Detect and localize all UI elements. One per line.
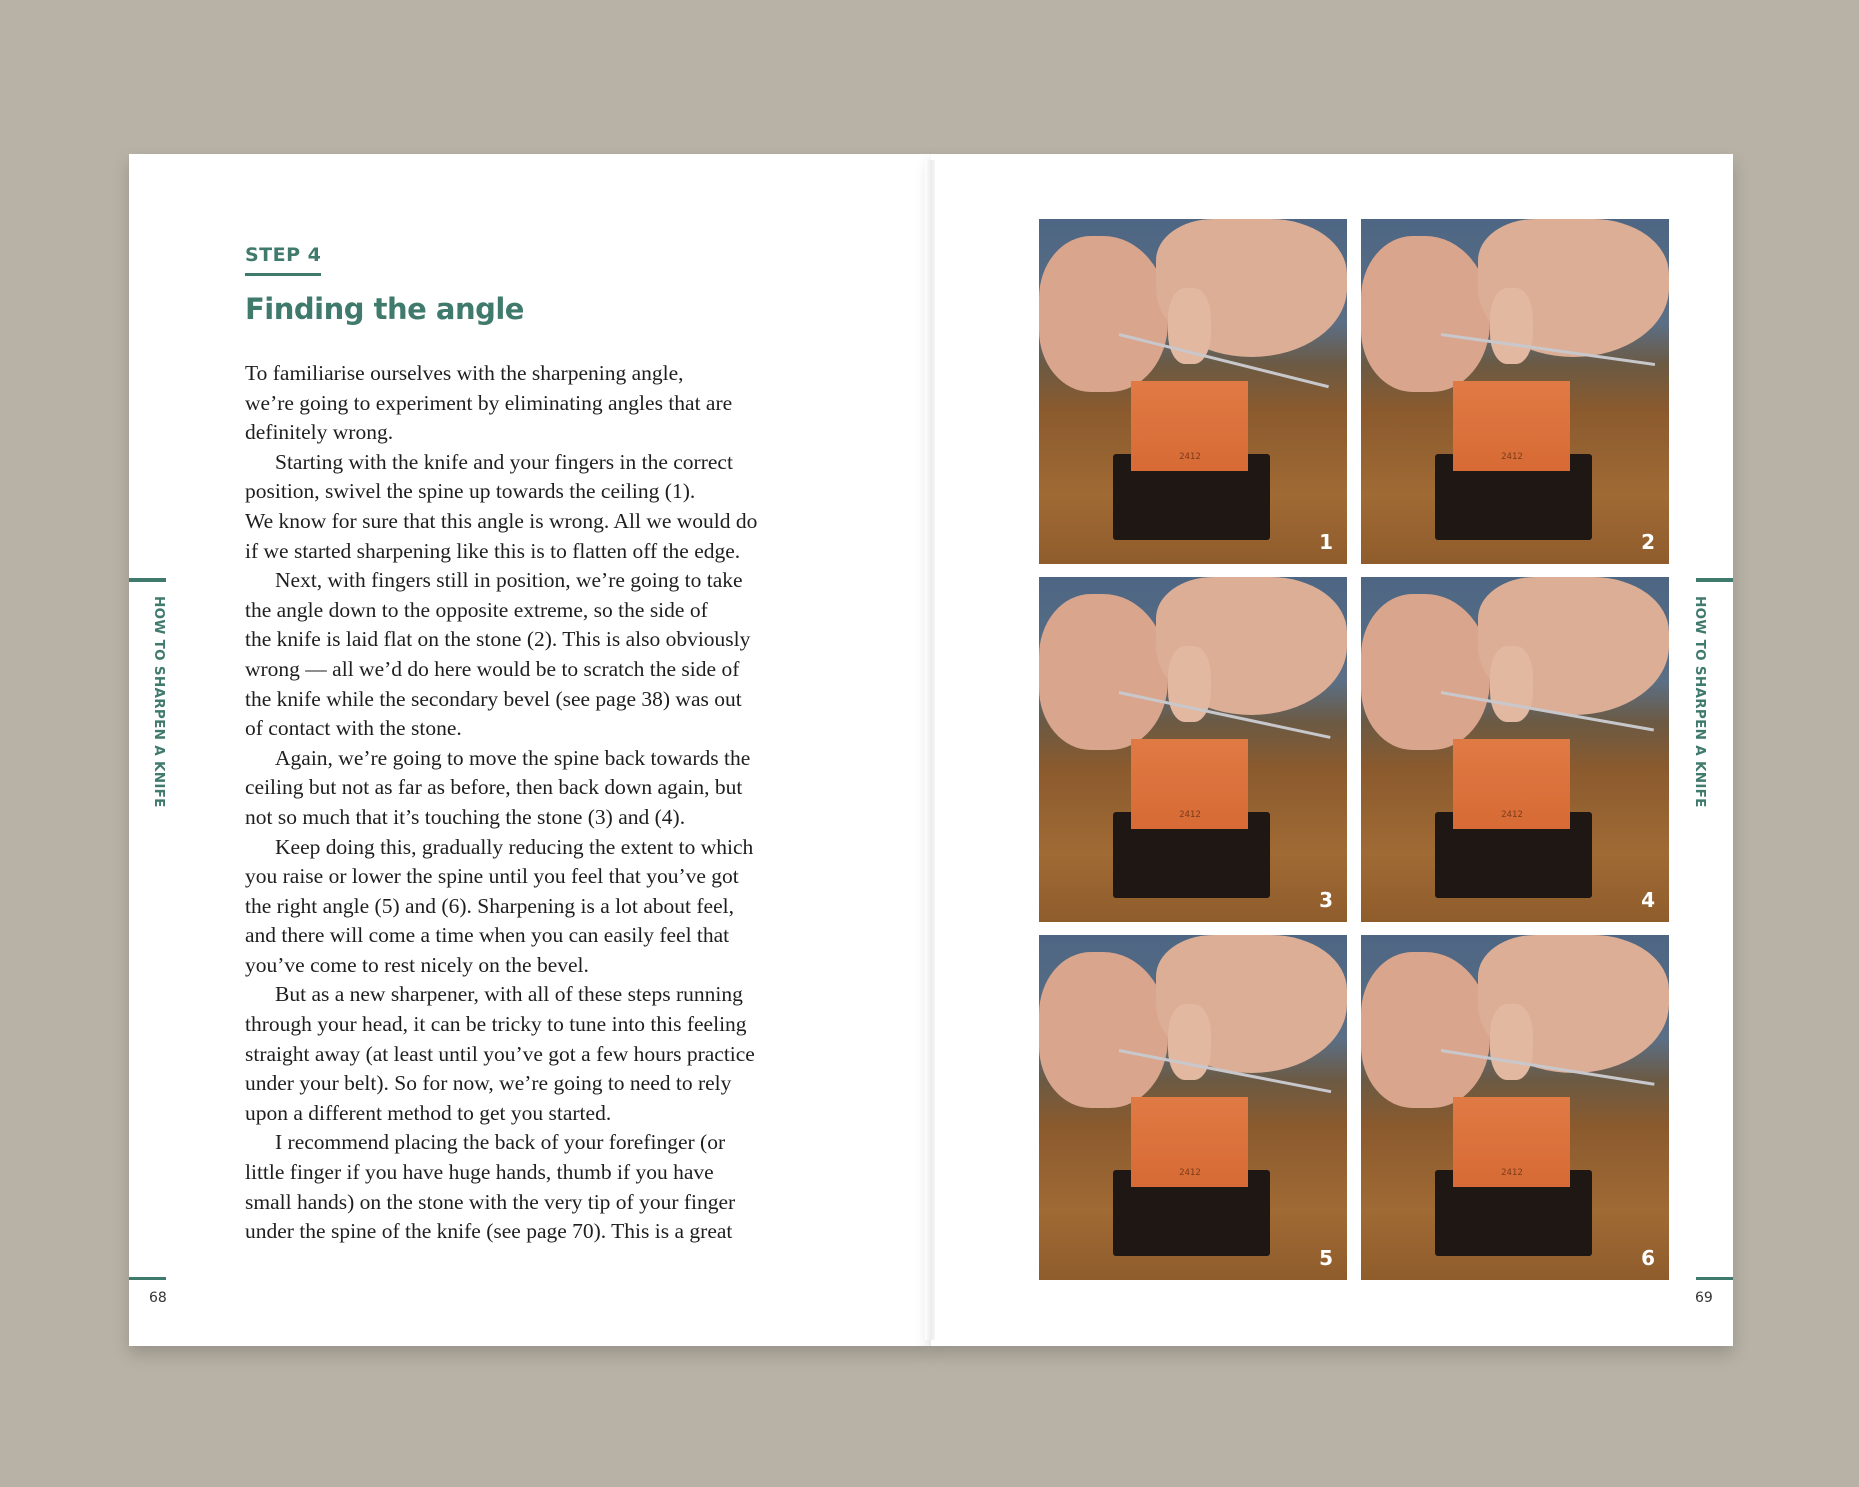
photo-number: 4 — [1641, 888, 1655, 912]
body-line: through your head, it can be tricky to tune into this feeling — [245, 1012, 747, 1037]
photo-number: 1 — [1319, 530, 1333, 554]
left-hand — [1361, 594, 1490, 749]
left-hand — [1039, 594, 1168, 749]
right-running-head-bar — [1696, 578, 1733, 582]
finger — [1490, 646, 1533, 722]
left-hand — [1039, 952, 1168, 1107]
sharpening-photo-2 — [1361, 219, 1669, 564]
body-line: We know for sure that this angle is wrong. All we would do — [245, 508, 758, 533]
whetstone — [1453, 381, 1570, 471]
stone-label: 2412 — [1501, 809, 1523, 820]
body-line: wrong — all we’d do here would be to scratch the side of — [245, 656, 740, 681]
body-line: you’ve come to rest nicely on the bevel. — [245, 952, 589, 977]
whetstone — [1453, 739, 1570, 829]
left-hand — [1361, 236, 1490, 391]
stone-label: 2412 — [1179, 451, 1201, 462]
body-line: definitely wrong. — [245, 420, 394, 445]
whetstone — [1131, 1097, 1248, 1187]
sharpening-photo-1 — [1039, 219, 1347, 564]
left-running-head: HOW TO SHARPEN A KNIFE — [151, 596, 167, 808]
stone-label: 2412 — [1179, 1167, 1201, 1178]
body-line: upon a different method to get you started. — [245, 1100, 612, 1125]
body-line: Next, with fingers still in position, we’re going to take — [275, 568, 743, 593]
body-line: you raise or lower the spine until you feel that you’ve got — [245, 864, 739, 889]
stone-label: 2412 — [1179, 809, 1201, 820]
whetstone — [1453, 1097, 1570, 1187]
page-number-right: 69 — [1695, 1290, 1713, 1306]
section-title: Finding the angle — [245, 292, 524, 326]
stone-label: 2412 — [1501, 1167, 1523, 1178]
book-spine-shadow — [925, 160, 935, 1340]
body-line: To familiarise ourselves with the sharpening angle, — [245, 361, 684, 385]
body-line: under the spine of the knife (see page 70). This is a great — [245, 1219, 733, 1244]
right-running-head: HOW TO SHARPEN A KNIFE — [1692, 596, 1708, 808]
body-line: Again, we’re going to move the spine back towards the — [275, 745, 751, 770]
photo-number: 6 — [1641, 1246, 1655, 1270]
body-line: under your belt). So for now, we’re going to need to rely — [245, 1071, 732, 1096]
body-line: not so much that it’s touching the stone (3) and (4). — [245, 804, 686, 829]
photo-number: 2 — [1641, 530, 1655, 554]
whetstone — [1131, 381, 1248, 471]
finger — [1490, 288, 1533, 364]
step-label: STEP 4 — [245, 244, 321, 276]
left-folio-bar — [129, 1277, 166, 1280]
body-line: small hands) on the stone with the very tip of your finger — [245, 1189, 736, 1214]
finger — [1490, 1004, 1533, 1080]
body-line: ceiling but not as far as before, then back down again, but — [245, 775, 743, 800]
left-hand — [1039, 236, 1168, 391]
body-line: Starting with the knife and your fingers in the correct — [275, 449, 733, 474]
page-number-left: 68 — [149, 1290, 167, 1306]
body-line: the angle down to the opposite extreme, so the side of — [245, 597, 708, 622]
body-line: position, swivel the spine up towards the ceiling (1). — [245, 479, 696, 504]
left-hand — [1361, 952, 1490, 1107]
body-line: and there will come a time when you can easily feel that — [245, 923, 730, 948]
sharpening-photo-3 — [1039, 577, 1347, 922]
sharpening-photo-6 — [1361, 935, 1669, 1280]
sharpening-photo-4 — [1361, 577, 1669, 922]
body-line: the knife is laid flat on the stone (2). This is also obviously — [245, 627, 751, 652]
stone-label: 2412 — [1501, 451, 1523, 462]
body-line: I recommend placing the back of your forefinger (or — [275, 1130, 726, 1155]
photo-number: 5 — [1319, 1246, 1333, 1270]
sharpening-photo-5 — [1039, 935, 1347, 1280]
body-line: if we started sharpening like this is to flatten off the edge. — [245, 538, 741, 563]
body-line: straight away (at least until you’ve got a few hours practice — [245, 1041, 755, 1066]
body-line: But as a new sharpener, with all of these steps running — [275, 982, 743, 1007]
body-line: Keep doing this, gradually reducing the extent to which — [275, 834, 754, 859]
left-running-head-bar — [129, 578, 166, 582]
whetstone — [1131, 739, 1248, 829]
body-line: the right angle (5) and (6). Sharpening is a lot about feel, — [245, 893, 734, 918]
right-folio-bar — [1696, 1277, 1733, 1280]
body-line: the knife while the secondary bevel (see page 38) was out — [245, 686, 742, 711]
body-text — [245, 359, 845, 1247]
body-line: we’re going to experiment by eliminating angles that are — [245, 390, 733, 415]
body-line: of contact with the stone. — [245, 716, 462, 741]
body-line: little finger if you have huge hands, thumb if you have — [245, 1160, 714, 1185]
photo-number: 3 — [1319, 888, 1333, 912]
